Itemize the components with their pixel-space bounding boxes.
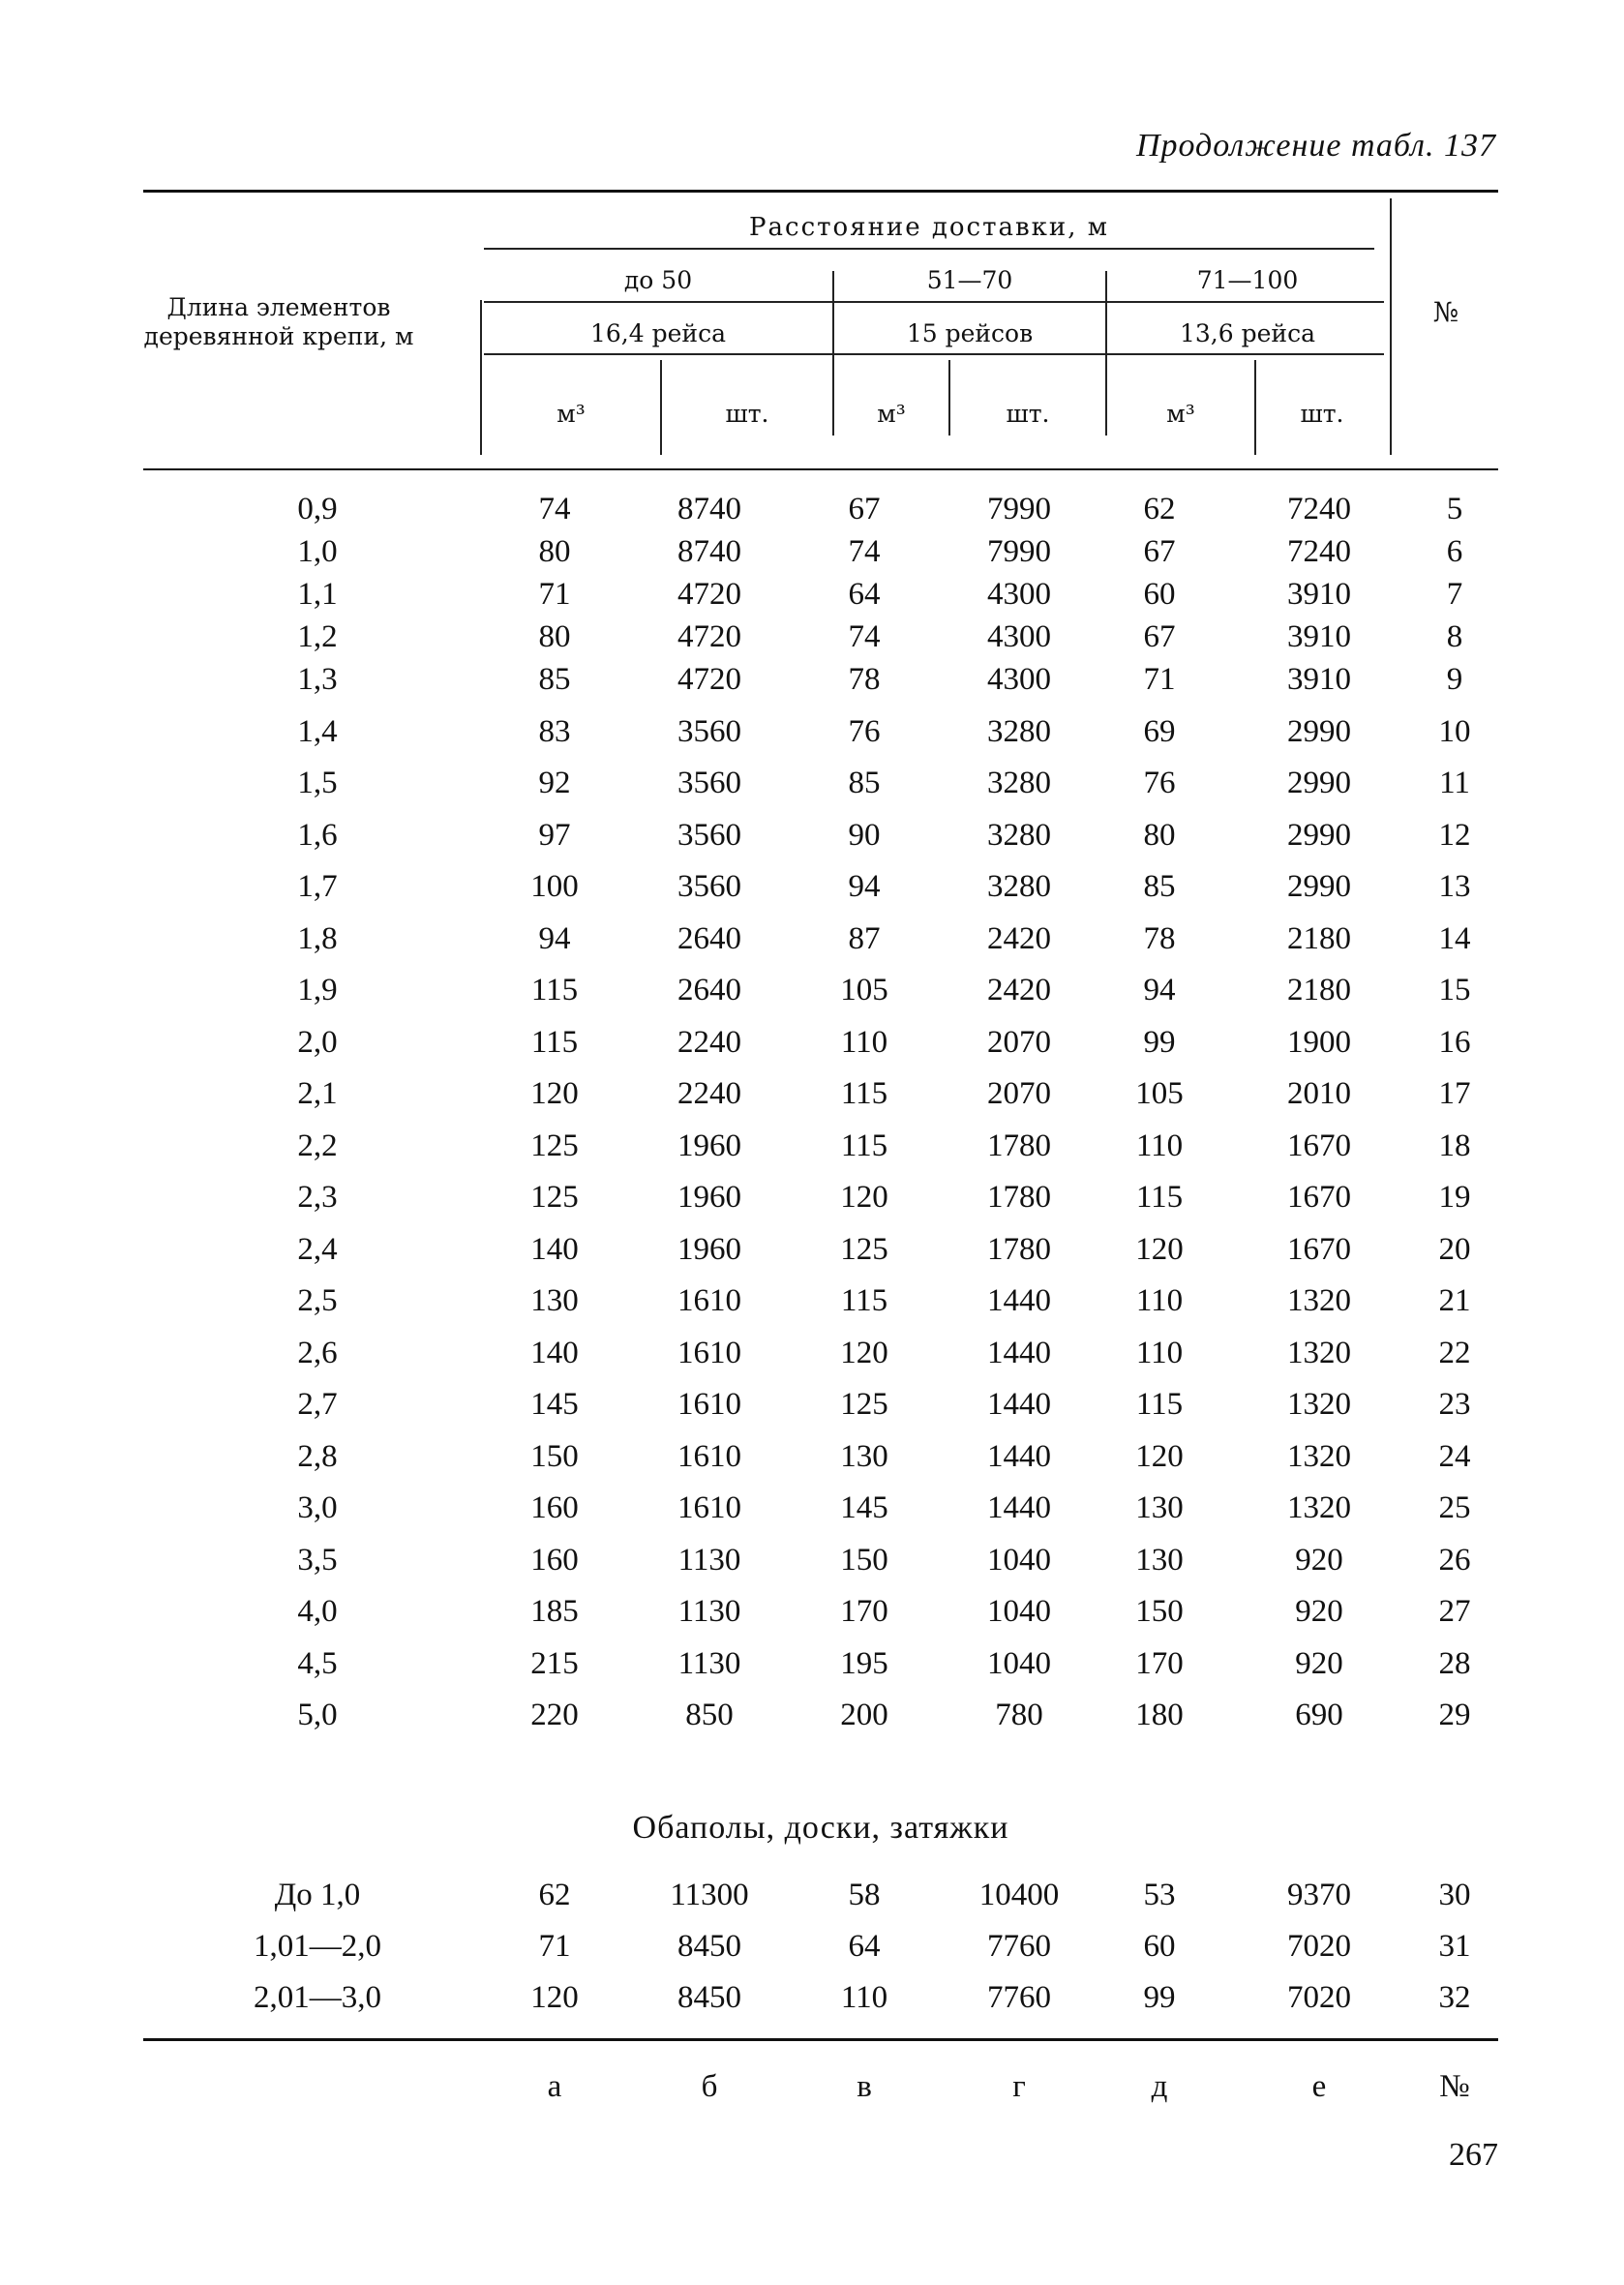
cell-col-d: 78 [1143,920,1176,956]
cell-col-a: 160 [530,1490,579,1525]
cell-col-b: 1960 [677,1231,741,1267]
cell-col-a: 74 [538,492,571,526]
cell-length: 1,4 [297,713,338,749]
cell-col-g: 1440 [987,1335,1051,1370]
cell-col-a: 215 [530,1645,579,1681]
cell-length: 0,9 [297,492,338,526]
cell-col-a: 71 [538,577,571,612]
cell-length: 5,0 [297,1698,338,1732]
group-3-unit-m3: м³ [1166,400,1195,428]
cell-col-b: 3560 [677,713,741,749]
header-line-2 [484,301,1384,303]
cell-col-d: 60 [1143,577,1176,612]
cell-col-d: 99 [1143,1980,1176,2015]
cell-col-g: 2070 [987,1024,1051,1060]
group-1-range: до 50 [623,266,693,294]
cell-number: 13 [1438,869,1471,904]
cell-col-a: 145 [530,1387,579,1422]
cell-col-a: 80 [538,534,571,569]
cell-col-e: 7020 [1287,1929,1351,1964]
cell-length: 1,01—2,0 [254,1929,381,1964]
cell-col-d: 110 [1135,1127,1184,1163]
cell-number: 19 [1438,1180,1471,1215]
cell-col-b: 8740 [677,492,741,526]
cell-number: 17 [1438,1076,1471,1111]
cell-col-b: 1610 [677,1387,741,1422]
cell-col-b: 4720 [677,577,741,612]
column-letter: а [547,2069,562,2104]
table-row [143,1076,1498,1127]
table-row [143,869,1498,919]
group-2-unit-m3: м³ [877,400,906,428]
cell-length: 1,6 [297,817,338,853]
cell-col-g: 7760 [987,1980,1051,2015]
cell-col-d: 99 [1143,1024,1176,1060]
cell-col-a: 115 [530,973,579,1007]
cell-length: 2,0 [297,1024,338,1060]
cell-col-e: 1320 [1287,1438,1351,1474]
table-row [143,1439,1498,1489]
cell-col-d: 110 [1135,1283,1184,1318]
cell-length: 1,2 [297,619,338,654]
cell-col-e: 1320 [1287,1387,1351,1422]
cell-number: 29 [1438,1698,1471,1732]
cell-col-d: 69 [1143,713,1176,749]
table-row [143,1387,1498,1437]
cell-length: 2,1 [297,1076,338,1111]
cell-col-g: 3280 [987,766,1051,800]
table-row [143,714,1498,765]
cell-number: 18 [1438,1127,1471,1163]
cell-col-v: 120 [840,1180,888,1215]
cell-col-b: 3560 [677,817,741,853]
cell-col-v: 64 [848,1929,881,1964]
cell-length: 1,5 [297,766,338,800]
cell-col-v: 64 [848,577,881,612]
cell-col-d: 60 [1143,1929,1176,1964]
cell-length: 2,2 [297,1127,338,1163]
group-3-trips: 13,6 рейса [1180,319,1315,347]
cell-col-v: 170 [840,1594,888,1629]
table-row [143,662,1498,712]
cell-col-g: 4300 [987,662,1051,697]
group-3-unit-pcs: шт. [1300,400,1344,428]
cell-col-v: 110 [840,1024,888,1060]
cell-col-e: 1670 [1287,1180,1351,1215]
cell-col-d: 76 [1143,766,1176,800]
cell-col-a: 185 [530,1594,579,1629]
table-row [143,766,1498,816]
cell-length: 2,6 [297,1335,338,1370]
cell-col-g: 3280 [987,817,1051,853]
cell-length: 2,01—3,0 [254,1980,381,2015]
cell-col-v: 125 [840,1231,888,1267]
cell-col-e: 7240 [1287,492,1351,526]
header-line-1 [484,248,1374,250]
group-2-trips: 15 рейсов [906,319,1034,347]
cell-col-b: 2640 [677,973,741,1007]
column-letter: б [701,2069,718,2104]
cell-number: 10 [1438,713,1471,749]
cell-col-e: 1670 [1287,1231,1351,1267]
cell-col-g: 10400 [978,1878,1060,1912]
cell-col-d: 67 [1143,619,1176,654]
cell-number: 31 [1438,1929,1471,1964]
cell-col-d: 85 [1143,869,1176,904]
cell-col-v: 78 [848,662,881,697]
bottom-rule [143,2038,1498,2041]
column-letter: д [1151,2069,1168,2104]
group-1-unit-m3: м³ [556,400,586,428]
cell-length: 2,4 [297,1231,338,1267]
cell-col-a: 130 [530,1283,579,1318]
cell-col-a: 80 [538,619,571,654]
cell-col-e: 3910 [1287,619,1351,654]
cell-length: 1,0 [297,534,338,569]
cell-col-v: 115 [840,1127,888,1163]
cell-col-a: 160 [530,1542,579,1578]
table-row [143,1283,1498,1334]
cell-col-e: 9370 [1287,1878,1351,1912]
cell-col-a: 100 [530,869,579,904]
group-3-range: 71—100 [1196,266,1299,294]
cell-number: 5 [1446,492,1463,526]
header-vline-g1g2 [832,271,834,436]
cell-col-v: 87 [848,920,881,956]
cell-col-v: 115 [840,1283,888,1318]
cell-col-g: 1440 [987,1438,1051,1474]
cell-length: 1,9 [297,973,338,1007]
cell-number: 15 [1438,973,1471,1007]
column-letter: № [1439,2069,1470,2104]
cell-length: 2,5 [297,1283,338,1318]
cell-col-a: 150 [530,1438,579,1474]
cell-length: 1,1 [297,577,338,612]
cell-col-e: 1320 [1287,1490,1351,1525]
cell-col-b: 8450 [677,1980,741,2015]
header-vline-left [480,300,482,455]
cell-col-e: 1320 [1287,1283,1351,1318]
column-letter: г [1012,2069,1026,2104]
cell-col-v: 120 [840,1335,888,1370]
cell-col-b: 1130 [677,1594,741,1629]
table-row [143,1490,1498,1541]
cell-col-d: 105 [1135,1076,1184,1111]
cell-col-g: 1440 [987,1490,1051,1525]
cell-col-g: 2070 [987,1076,1051,1111]
cell-col-b: 1130 [677,1645,741,1681]
cell-col-e: 920 [1295,1542,1343,1578]
cell-col-e: 3910 [1287,662,1351,697]
cell-col-b: 4720 [677,619,741,654]
cell-col-v: 76 [848,713,881,749]
cell-col-a: 71 [538,1929,571,1964]
table-row [143,1128,1498,1179]
header-vline-g3 [1254,360,1256,455]
cell-col-g: 780 [995,1698,1043,1732]
cell-length: 3,5 [297,1542,338,1578]
cell-col-b: 8740 [677,534,741,569]
cell-col-v: 200 [840,1698,888,1732]
cell-col-b: 1610 [677,1438,741,1474]
cell-col-v: 74 [848,619,881,654]
cell-col-b: 1960 [677,1180,741,1215]
cell-col-v: 130 [840,1438,888,1474]
section-title: Обаполы, доски, затяжки [632,1810,1009,1846]
cell-col-a: 125 [530,1180,579,1215]
cell-col-b: 1130 [677,1542,741,1578]
column-letters-row [143,2069,1498,2118]
cell-number: 8 [1446,619,1463,654]
cell-col-d: 94 [1143,973,1176,1007]
cell-col-e: 3910 [1287,577,1351,612]
cell-col-b: 1610 [677,1283,741,1318]
cell-col-e: 2990 [1287,766,1351,800]
cell-col-d: 62 [1143,492,1176,526]
cell-col-d: 67 [1143,534,1176,569]
table-row [143,1980,1498,2030]
cell-col-b: 8450 [677,1929,741,1964]
column-letter: е [1311,2069,1327,2104]
table-row [143,1232,1498,1282]
cell-col-d: 180 [1135,1698,1184,1732]
cell-col-e: 2180 [1287,973,1351,1007]
table-row [143,818,1498,868]
cell-col-g: 1040 [987,1594,1051,1629]
cell-col-b: 1610 [677,1335,741,1370]
cell-col-d: 71 [1143,662,1176,697]
table-row [143,1646,1498,1697]
table-row [143,1180,1498,1230]
cell-col-v: 110 [840,1980,888,2015]
table-row [143,1594,1498,1644]
row-label-header: Длина элементов деревянной крепи, м [143,293,414,350]
cell-col-g: 1440 [987,1387,1051,1422]
cell-col-d: 120 [1135,1231,1184,1267]
header-vline-g2 [948,360,950,436]
cell-col-b: 11300 [670,1878,749,1912]
cell-col-b: 3560 [677,869,741,904]
cell-col-e: 920 [1295,1645,1343,1681]
cell-col-e: 2990 [1287,713,1351,749]
cell-col-a: 94 [538,920,571,956]
cell-col-g: 7990 [987,534,1051,569]
cell-col-a: 97 [538,817,571,853]
cell-col-g: 7760 [987,1929,1051,1964]
cell-length: 2,3 [297,1180,338,1215]
cell-col-g: 1780 [987,1127,1051,1163]
cell-col-v: 58 [848,1878,881,1912]
cell-col-v: 94 [848,869,881,904]
cell-number: 32 [1438,1980,1471,2015]
cell-col-v: 145 [840,1490,888,1525]
cell-col-d: 53 [1143,1878,1176,1912]
cell-number: 12 [1438,817,1471,853]
group-1-unit-pcs: шт. [725,400,769,428]
cell-col-d: 115 [1135,1387,1184,1422]
cell-col-a: 62 [538,1878,571,1912]
cell-number: 16 [1438,1024,1471,1060]
cell-col-g: 1780 [987,1231,1051,1267]
cell-number: 22 [1438,1335,1471,1370]
cell-col-v: 90 [848,817,881,853]
cell-col-b: 2240 [677,1024,741,1060]
cell-col-g: 7990 [987,492,1051,526]
cell-col-v: 74 [848,534,881,569]
cell-col-a: 92 [538,766,571,800]
header-line-3 [484,353,1384,355]
cell-col-e: 920 [1295,1594,1343,1629]
top-rule [143,190,1498,193]
cell-col-g: 3280 [987,869,1051,904]
cell-col-d: 120 [1135,1438,1184,1474]
table-row [143,921,1498,972]
cell-col-d: 130 [1135,1490,1184,1525]
cell-col-g: 4300 [987,577,1051,612]
cell-number: 28 [1438,1645,1471,1681]
cell-col-b: 1960 [677,1127,741,1163]
cell-number: 6 [1446,534,1463,569]
cell-col-b: 2640 [677,920,741,956]
table-row [143,1878,1498,1928]
cell-col-a: 220 [530,1698,579,1732]
cell-col-b: 2240 [677,1076,741,1111]
cell-col-e: 7240 [1287,534,1351,569]
cell-number: 7 [1446,577,1463,612]
cell-col-a: 140 [530,1231,579,1267]
cell-col-b: 1610 [677,1490,741,1525]
cell-length: 1,8 [297,920,338,956]
cell-col-e: 690 [1295,1698,1343,1732]
cell-length: 1,3 [297,662,338,697]
cell-col-d: 130 [1135,1542,1184,1578]
cell-col-e: 1900 [1287,1024,1351,1060]
cell-col-b: 850 [685,1698,734,1732]
cell-number: 20 [1438,1231,1471,1267]
cell-length: 4,5 [297,1645,338,1681]
cell-col-e: 7020 [1287,1980,1351,2015]
cell-number: 21 [1438,1283,1471,1318]
cell-col-d: 170 [1135,1645,1184,1681]
cell-col-d: 115 [1135,1180,1184,1215]
group-1-trips: 16,4 рейса [590,319,726,347]
cell-number: 9 [1446,662,1463,697]
cell-number: 11 [1439,766,1470,800]
cell-col-b: 4720 [677,662,741,697]
cell-number: 23 [1438,1387,1471,1422]
cell-col-a: 140 [530,1335,579,1370]
table-row [143,1336,1498,1386]
header-bottom-rule [143,468,1498,470]
cell-col-v: 150 [840,1542,888,1578]
table-row [143,973,1498,1023]
cell-col-v: 67 [848,492,881,526]
column-letter: в [857,2069,872,2104]
cell-col-a: 120 [530,1980,579,2015]
cell-col-g: 1440 [987,1283,1051,1318]
cell-number: 30 [1438,1878,1471,1912]
cell-number: 27 [1438,1594,1471,1629]
cell-col-e: 1670 [1287,1127,1351,1163]
cell-col-e: 2180 [1287,920,1351,956]
table-row [143,1543,1498,1593]
header-vline-g1 [660,360,662,455]
cell-col-e: 2010 [1287,1076,1351,1111]
cell-col-v: 105 [840,973,888,1007]
cell-length: 4,0 [297,1594,338,1629]
number-column-header: № [1432,296,1459,328]
cell-number: 14 [1438,920,1471,956]
group-2-unit-pcs: шт. [1006,400,1050,428]
cell-col-e: 1320 [1287,1335,1351,1370]
cell-col-a: 120 [530,1076,579,1111]
cell-col-g: 1780 [987,1180,1051,1215]
cell-number: 24 [1438,1438,1471,1474]
cell-col-g: 4300 [987,619,1051,654]
cell-length: 3,0 [297,1490,338,1525]
cell-length: 2,8 [297,1438,338,1474]
group-2-range: 51—70 [926,266,1013,294]
cell-col-d: 150 [1135,1594,1184,1629]
table-row [143,1698,1498,1748]
cell-col-v: 85 [848,766,881,800]
header-vline-g2g3 [1105,271,1107,436]
cell-number: 26 [1438,1542,1471,1578]
cell-col-a: 83 [538,713,571,749]
cell-col-v: 115 [840,1076,888,1111]
cell-col-g: 3280 [987,713,1051,749]
cell-col-g: 1040 [987,1542,1051,1578]
cell-col-v: 195 [840,1645,888,1681]
cell-col-a: 125 [530,1127,579,1163]
page-number: 267 [1449,2137,1498,2173]
header-vline-right [1390,198,1392,455]
cell-number: 25 [1438,1490,1471,1525]
cell-col-g: 2420 [987,920,1051,956]
cell-length: 1,7 [297,869,338,904]
cell-col-b: 3560 [677,766,741,800]
cell-col-a: 115 [530,1024,579,1060]
table-row [143,1025,1498,1075]
cell-col-v: 125 [840,1387,888,1422]
cell-length: 2,7 [297,1387,338,1422]
cell-col-a: 85 [538,662,571,697]
cell-length: До 1,0 [274,1878,361,1912]
cell-col-d: 80 [1143,817,1176,853]
continuation-title: Продолжение табл. 137 [1135,128,1496,164]
cell-col-e: 2990 [1287,869,1351,904]
cell-col-g: 1040 [987,1645,1051,1681]
distance-group-header: Расстояние доставки, м [749,213,1109,242]
table-row [143,1929,1498,1979]
cell-col-g: 2420 [987,973,1051,1007]
cell-col-e: 2990 [1287,817,1351,853]
cell-col-d: 110 [1135,1335,1184,1370]
